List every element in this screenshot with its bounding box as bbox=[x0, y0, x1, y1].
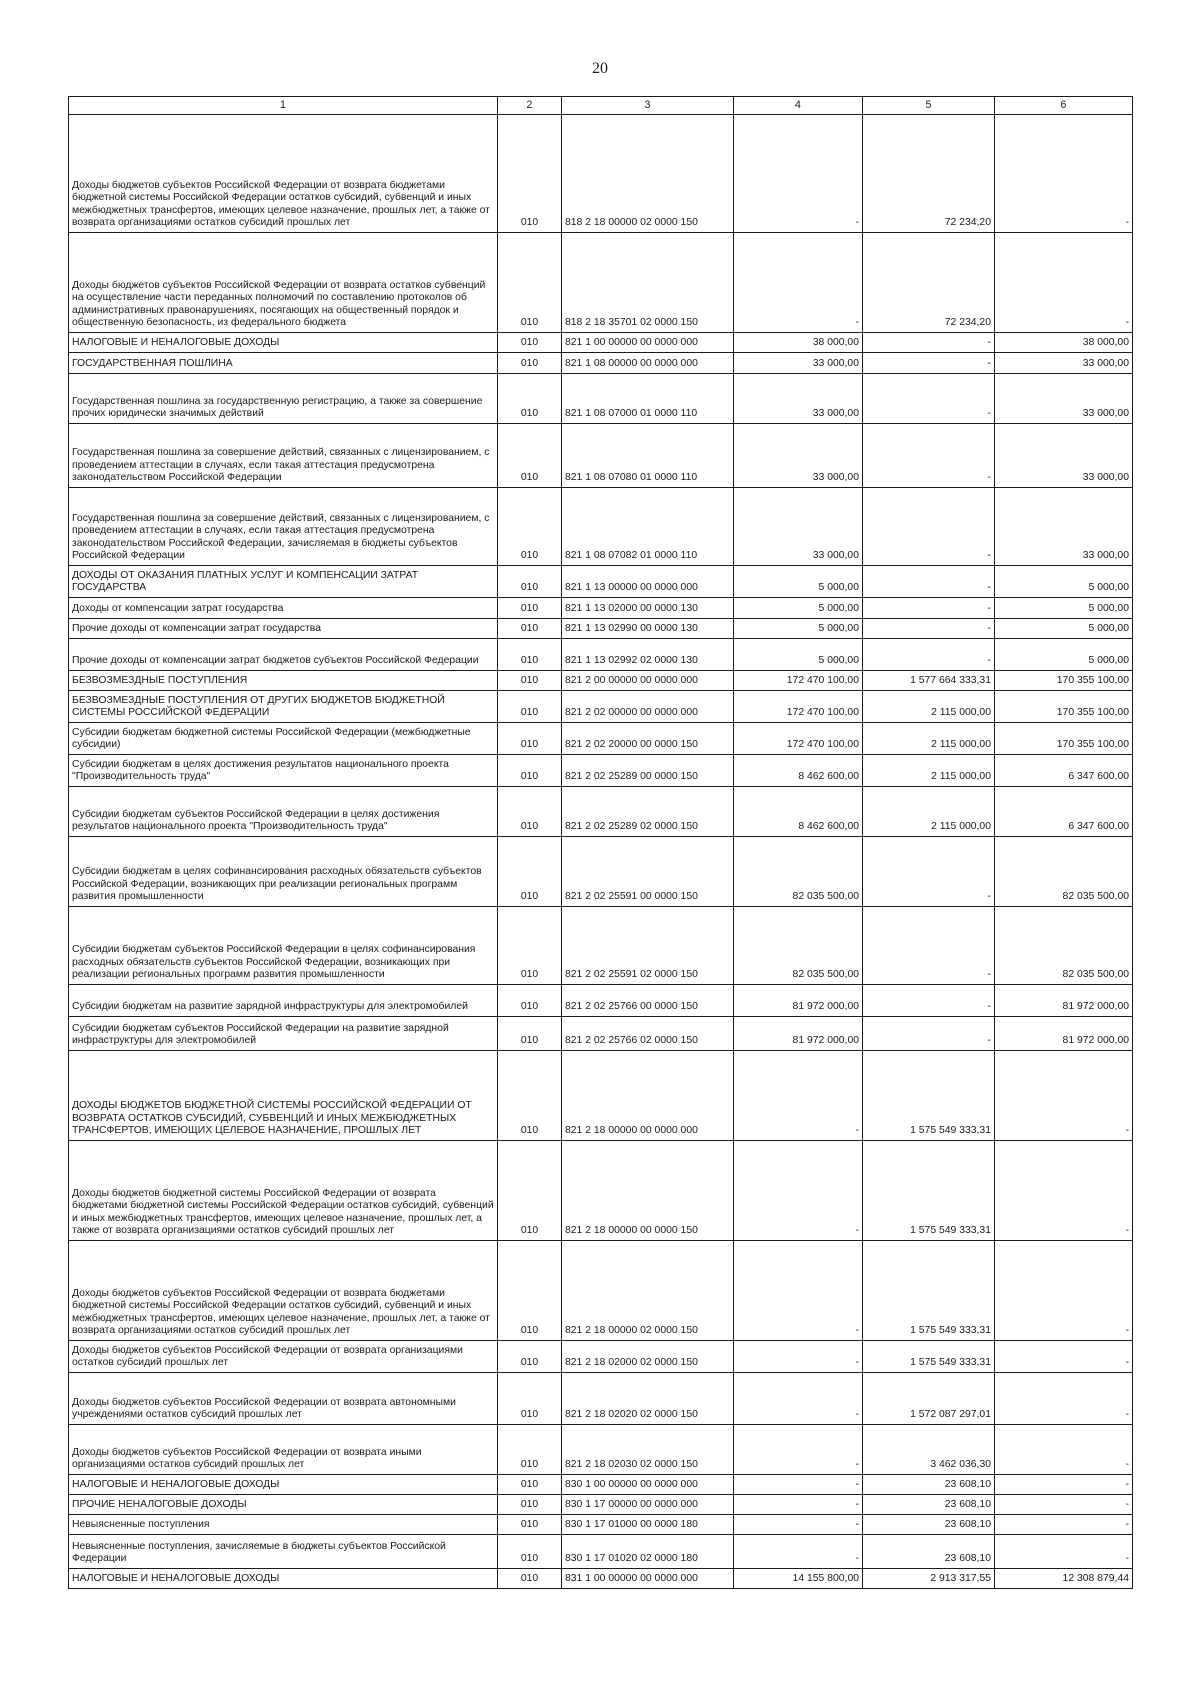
row-line-code: 010 bbox=[498, 985, 562, 1017]
table-row bbox=[69, 1051, 1133, 1141]
table-body bbox=[69, 115, 1133, 1589]
table-row bbox=[69, 755, 1133, 787]
col-header-3: 3 bbox=[562, 97, 734, 115]
table-row bbox=[69, 1535, 1133, 1569]
row-value-col6: 81 972 000,00 bbox=[995, 985, 1133, 1017]
row-value-col4: - bbox=[734, 1495, 863, 1515]
table-row bbox=[69, 837, 1133, 907]
row-value-col6: - bbox=[995, 1535, 1133, 1569]
row-name: Доходы бюджетов субъектов Российской Федерации от возврата остатков субвенций на осуществление части переданных полномочий по составлению протоколов об административных правонарушениях, посягающих на общественный порядок и общественную безопасность, из федерального бюджета bbox=[69, 233, 498, 333]
row-name: Доходы бюджетов субъектов Российской Федерации от возврата бюджетами бюджетной системы Российской Федерации остатков субсидий, субвенций и иных межбюджетных трансфертов, имеющих целевое назначение, прошлых лет, а также от возврата организациями остатков субсидий прошлых лет bbox=[69, 1241, 498, 1341]
row-value-col5: - bbox=[863, 1017, 995, 1051]
row-name: Субсидии бюджетам бюджетной системы Российской Федерации (межбюджетные субсидии) bbox=[69, 723, 498, 755]
row-value-col5: - bbox=[863, 985, 995, 1017]
row-value-col6: 38 000,00 bbox=[995, 333, 1133, 353]
row-line-code: 010 bbox=[498, 1017, 562, 1051]
col-header-2: 2 bbox=[498, 97, 562, 115]
row-value-col6: 12 308 879,44 bbox=[995, 1569, 1133, 1589]
table-row bbox=[69, 907, 1133, 985]
row-value-col6: 82 035 500,00 bbox=[995, 907, 1133, 985]
row-name: ДОХОДЫ ОТ ОКАЗАНИЯ ПЛАТНЫХ УСЛУГ И КОМПЕНСАЦИИ ЗАТРАТ ГОСУДАРСТВА bbox=[69, 566, 498, 598]
row-budget-code: 821 1 13 02992 02 0000 130 bbox=[562, 639, 734, 671]
row-value-col6: 33 000,00 bbox=[995, 374, 1133, 424]
row-line-code: 010 bbox=[498, 787, 562, 837]
row-value-col4: - bbox=[734, 1051, 863, 1141]
row-value-col6: 81 972 000,00 bbox=[995, 1017, 1133, 1051]
table-row bbox=[69, 598, 1133, 619]
table-row bbox=[69, 1341, 1133, 1373]
row-budget-code: 821 2 18 02030 02 0000 150 bbox=[562, 1425, 734, 1475]
row-value-col4: 5 000,00 bbox=[734, 598, 863, 619]
table-row bbox=[69, 1425, 1133, 1475]
row-value-col4: - bbox=[734, 1475, 863, 1495]
row-value-col4: - bbox=[734, 1515, 863, 1535]
row-name: Доходы бюджетов субъектов Российской Федерации от возврата бюджетами бюджетной системы Российской Федерации остатков субсидий, субвенций и иных межбюджетных трансфертов, имеющих целевое назначение, прошлых лет, а также от возврата организациями остатков субсидий прошлых лет bbox=[69, 115, 498, 233]
row-value-col5: 72 234,20 bbox=[863, 115, 995, 233]
row-value-col6: 5 000,00 bbox=[995, 566, 1133, 598]
table-row bbox=[69, 639, 1133, 671]
row-line-code: 010 bbox=[498, 1515, 562, 1535]
table-row bbox=[69, 985, 1133, 1017]
row-name: Субсидии бюджетам в целях достижения результатов национального проекта "Производительность труда" bbox=[69, 755, 498, 787]
row-name: Субсидии бюджетам в целях софинансирования расходных обязательств субъектов Российской Федерации, возникающих при реализации региональных программ развития промышленности bbox=[69, 837, 498, 907]
row-line-code: 010 bbox=[498, 1495, 562, 1515]
row-name: БЕЗВОЗМЕЗДНЫЕ ПОСТУПЛЕНИЯ ОТ ДРУГИХ БЮДЖЕТОВ БЮДЖЕТНОЙ СИСТЕМЫ РОССИЙСКОЙ ФЕДЕРАЦИИ bbox=[69, 691, 498, 723]
row-budget-code: 830 1 00 00000 00 0000 000 bbox=[562, 1475, 734, 1495]
row-budget-code: 830 1 17 00000 00 0000 000 bbox=[562, 1495, 734, 1515]
row-value-col4: - bbox=[734, 115, 863, 233]
row-line-code: 010 bbox=[498, 1051, 562, 1141]
row-name: Доходы от компенсации затрат государства bbox=[69, 598, 498, 619]
row-value-col6: - bbox=[995, 115, 1133, 233]
row-name: ДОХОДЫ БЮДЖЕТОВ БЮДЖЕТНОЙ СИСТЕМЫ РОССИЙСКОЙ ФЕДЕРАЦИИ ОТ ВОЗВРАТА ОСТАТКОВ СУБСИДИЙ, СУБВЕНЦИЙ И ИНЫХ МЕЖБЮДЖЕТНЫХ ТРАНСФЕРТОВ, ИМЕЮЩИХ ЦЕЛЕВОЕ НАЗНАЧЕНИЕ, ПРОШЛЫХ ЛЕТ bbox=[69, 1051, 498, 1141]
row-value-col5: 1 575 549 333,31 bbox=[863, 1141, 995, 1241]
row-line-code: 010 bbox=[498, 353, 562, 374]
row-name: БЕЗВОЗМЕЗДНЫЕ ПОСТУПЛЕНИЯ bbox=[69, 671, 498, 691]
row-value-col6: - bbox=[995, 1425, 1133, 1475]
table-row bbox=[69, 353, 1133, 374]
row-line-code: 010 bbox=[498, 424, 562, 488]
row-value-col5: - bbox=[863, 598, 995, 619]
row-line-code: 010 bbox=[498, 598, 562, 619]
row-value-col6: 5 000,00 bbox=[995, 619, 1133, 639]
row-name: Доходы бюджетов субъектов Российской Федерации от возврата организациями остатков субсидий прошлых лет bbox=[69, 1341, 498, 1373]
row-budget-code: 821 2 02 25766 02 0000 150 bbox=[562, 1017, 734, 1051]
table-row bbox=[69, 1241, 1133, 1341]
col-header-4: 4 bbox=[734, 97, 863, 115]
row-value-col4: 5 000,00 bbox=[734, 566, 863, 598]
row-value-col4: - bbox=[734, 1425, 863, 1475]
row-name: Невыясненные поступления bbox=[69, 1515, 498, 1535]
row-value-col5: - bbox=[863, 353, 995, 374]
row-budget-code: 830 1 17 01000 00 0000 180 bbox=[562, 1515, 734, 1535]
row-budget-code: 830 1 17 01020 02 0000 180 bbox=[562, 1535, 734, 1569]
row-value-col5: - bbox=[863, 488, 995, 566]
row-line-code: 010 bbox=[498, 639, 562, 671]
row-budget-code: 821 1 00 00000 00 0000 000 bbox=[562, 333, 734, 353]
row-budget-code: 821 2 02 25766 00 0000 150 bbox=[562, 985, 734, 1017]
row-budget-code: 821 1 08 00000 00 0000 000 bbox=[562, 353, 734, 374]
row-name: Субсидии бюджетам субъектов Российской Федерации в целях софинансирования расходных обязательств субъектов Российской Федерации, возникающих при реализации региональных программ развития промышленности bbox=[69, 907, 498, 985]
row-value-col6: 33 000,00 bbox=[995, 353, 1133, 374]
row-value-col5: 23 608,10 bbox=[863, 1475, 995, 1495]
row-value-col4: - bbox=[734, 1341, 863, 1373]
table-row bbox=[69, 115, 1133, 233]
row-value-col5: - bbox=[863, 639, 995, 671]
row-line-code: 010 bbox=[498, 1141, 562, 1241]
row-budget-code: 821 2 02 20000 00 0000 150 bbox=[562, 723, 734, 755]
row-value-col6: - bbox=[995, 1495, 1133, 1515]
row-budget-code: 821 2 18 00000 02 0000 150 bbox=[562, 1241, 734, 1341]
row-line-code: 010 bbox=[498, 1425, 562, 1475]
row-name: Прочие доходы от компенсации затрат бюджетов субъектов Российской Федерации bbox=[69, 639, 498, 671]
row-budget-code: 821 2 18 02000 02 0000 150 bbox=[562, 1341, 734, 1373]
row-name: ГОСУДАРСТВЕННАЯ ПОШЛИНА bbox=[69, 353, 498, 374]
row-budget-code: 821 1 08 07080 01 0000 110 bbox=[562, 424, 734, 488]
row-value-col4: - bbox=[734, 1241, 863, 1341]
row-name: Субсидии бюджетам субъектов Российской Федерации в целях достижения результатов национального проекта "Производительность труда" bbox=[69, 787, 498, 837]
row-line-code: 010 bbox=[498, 566, 562, 598]
row-value-col5: 23 608,10 bbox=[863, 1515, 995, 1535]
row-value-col6: 170 355 100,00 bbox=[995, 671, 1133, 691]
row-value-col5: 1 577 664 333,31 bbox=[863, 671, 995, 691]
table-row bbox=[69, 691, 1133, 723]
row-value-col4: 81 972 000,00 bbox=[734, 1017, 863, 1051]
row-value-col6: 170 355 100,00 bbox=[995, 723, 1133, 755]
row-value-col6: 5 000,00 bbox=[995, 639, 1133, 671]
row-value-col6: - bbox=[995, 1373, 1133, 1425]
table-row bbox=[69, 1373, 1133, 1425]
row-value-col5: - bbox=[863, 566, 995, 598]
row-line-code: 010 bbox=[498, 1535, 562, 1569]
row-budget-code: 821 2 18 00000 00 0000 000 bbox=[562, 1051, 734, 1141]
row-budget-code: 821 1 08 07082 01 0000 110 bbox=[562, 488, 734, 566]
row-value-col6: 33 000,00 bbox=[995, 488, 1133, 566]
row-value-col4: 172 470 100,00 bbox=[734, 691, 863, 723]
row-value-col4: 172 470 100,00 bbox=[734, 671, 863, 691]
row-value-col4: - bbox=[734, 1535, 863, 1569]
row-line-code: 010 bbox=[498, 374, 562, 424]
table-row bbox=[69, 488, 1133, 566]
row-budget-code: 821 1 13 02990 00 0000 130 bbox=[562, 619, 734, 639]
row-value-col5: 2 115 000,00 bbox=[863, 787, 995, 837]
row-value-col5: 2 115 000,00 bbox=[863, 723, 995, 755]
table-row bbox=[69, 1017, 1133, 1051]
row-value-col6: - bbox=[995, 1141, 1133, 1241]
row-line-code: 010 bbox=[498, 1341, 562, 1373]
row-value-col4: 33 000,00 bbox=[734, 374, 863, 424]
row-value-col4: 33 000,00 bbox=[734, 488, 863, 566]
row-value-col4: 82 035 500,00 bbox=[734, 907, 863, 985]
row-value-col6: - bbox=[995, 1341, 1133, 1373]
row-name: Доходы бюджетов субъектов Российской Федерации от возврата иными организациями остатков субсидий прошлых лет bbox=[69, 1425, 498, 1475]
row-budget-code: 821 2 02 25591 02 0000 150 bbox=[562, 907, 734, 985]
col-header-1: 1 bbox=[69, 97, 498, 115]
row-name: НАЛОГОВЫЕ И НЕНАЛОГОВЫЕ ДОХОДЫ bbox=[69, 1475, 498, 1495]
row-line-code: 010 bbox=[498, 488, 562, 566]
row-value-col6: - bbox=[995, 1515, 1133, 1535]
row-value-col5: - bbox=[863, 424, 995, 488]
row-budget-code: 818 2 18 00000 02 0000 150 bbox=[562, 115, 734, 233]
row-budget-code: 821 1 08 07000 01 0000 110 bbox=[562, 374, 734, 424]
row-name: Прочие доходы от компенсации затрат государства bbox=[69, 619, 498, 639]
row-line-code: 010 bbox=[498, 233, 562, 333]
table-row bbox=[69, 1475, 1133, 1495]
row-name: Государственная пошлина за государственную регистрацию, а также за совершение прочих юридически значимых действий bbox=[69, 374, 498, 424]
row-name: НАЛОГОВЫЕ И НЕНАЛОГОВЫЕ ДОХОДЫ bbox=[69, 1569, 498, 1589]
row-line-code: 010 bbox=[498, 333, 562, 353]
row-value-col6: 170 355 100,00 bbox=[995, 691, 1133, 723]
row-value-col6: 6 347 600,00 bbox=[995, 787, 1133, 837]
row-line-code: 010 bbox=[498, 691, 562, 723]
row-value-col4: 172 470 100,00 bbox=[734, 723, 863, 755]
row-value-col6: - bbox=[995, 1475, 1133, 1495]
row-name: Доходы бюджетов субъектов Российской Федерации от возврата автономными учреждениями остатков субсидий прошлых лет bbox=[69, 1373, 498, 1425]
row-line-code: 010 bbox=[498, 115, 562, 233]
row-value-col4: 33 000,00 bbox=[734, 353, 863, 374]
table-row bbox=[69, 424, 1133, 488]
row-value-col5: 72 234,20 bbox=[863, 233, 995, 333]
row-value-col5: 2 913 317,55 bbox=[863, 1569, 995, 1589]
row-value-col5: - bbox=[863, 837, 995, 907]
row-name: Государственная пошлина за совершение действий, связанных с лицензированием, с проведением аттестации в случаях, если такая аттестация предусмотрена законодательством Российской Федерации bbox=[69, 424, 498, 488]
row-budget-code: 821 2 02 25591 00 0000 150 bbox=[562, 837, 734, 907]
row-value-col4: 81 972 000,00 bbox=[734, 985, 863, 1017]
row-value-col5: - bbox=[863, 907, 995, 985]
table-row bbox=[69, 1515, 1133, 1535]
row-value-col5: - bbox=[863, 374, 995, 424]
row-name: Доходы бюджетов бюджетной системы Российской Федерации от возврата бюджетами бюджетной системы Российской Федерации остатков субсидий, субвенций и иных межбюджетных трансфертов, имеющих целевое назначение, прошлых лет, а также от возврата организациями остатков субсидий прошлых лет bbox=[69, 1141, 498, 1241]
table-row bbox=[69, 1569, 1133, 1589]
row-value-col6: - bbox=[995, 1051, 1133, 1141]
row-value-col5: 1 575 549 333,31 bbox=[863, 1241, 995, 1341]
row-value-col5: - bbox=[863, 333, 995, 353]
table-row bbox=[69, 233, 1133, 333]
row-line-code: 010 bbox=[498, 1373, 562, 1425]
table-row bbox=[69, 333, 1133, 353]
row-name: Невыясненные поступления, зачисляемые в бюджеты субъектов Российской Федерации bbox=[69, 1535, 498, 1569]
row-budget-code: 831 1 00 00000 00 0000 000 bbox=[562, 1569, 734, 1589]
row-value-col4: 8 462 600,00 bbox=[734, 755, 863, 787]
row-value-col4: 14 155 800,00 bbox=[734, 1569, 863, 1589]
row-value-col6: 6 347 600,00 bbox=[995, 755, 1133, 787]
table-row bbox=[69, 566, 1133, 598]
table-row bbox=[69, 374, 1133, 424]
row-name: ПРОЧИЕ НЕНАЛОГОВЫЕ ДОХОДЫ bbox=[69, 1495, 498, 1515]
row-budget-code: 821 2 00 00000 00 0000 000 bbox=[562, 671, 734, 691]
row-value-col4: 8 462 600,00 bbox=[734, 787, 863, 837]
row-value-col6: 82 035 500,00 bbox=[995, 837, 1133, 907]
row-budget-code: 821 1 13 00000 00 0000 000 bbox=[562, 566, 734, 598]
row-budget-code: 821 2 18 00000 00 0000 150 bbox=[562, 1141, 734, 1241]
row-line-code: 010 bbox=[498, 1569, 562, 1589]
row-value-col6: - bbox=[995, 233, 1133, 333]
row-value-col4: - bbox=[734, 1141, 863, 1241]
col-header-6: 6 bbox=[995, 97, 1133, 115]
row-value-col5: 1 575 549 333,31 bbox=[863, 1051, 995, 1141]
row-budget-code: 821 2 18 02020 02 0000 150 bbox=[562, 1373, 734, 1425]
row-value-col4: 33 000,00 bbox=[734, 424, 863, 488]
row-name: НАЛОГОВЫЕ И НЕНАЛОГОВЫЕ ДОХОДЫ bbox=[69, 333, 498, 353]
row-value-col5: 3 462 036,30 bbox=[863, 1425, 995, 1475]
row-value-col4: 5 000,00 bbox=[734, 639, 863, 671]
page-number: 20 bbox=[592, 60, 608, 77]
table-row bbox=[69, 671, 1133, 691]
row-budget-code: 821 2 02 25289 02 0000 150 bbox=[562, 787, 734, 837]
table-row bbox=[69, 723, 1133, 755]
revenue-table bbox=[68, 96, 1133, 1589]
row-value-col6: 33 000,00 bbox=[995, 424, 1133, 488]
table-row bbox=[69, 1141, 1133, 1241]
row-line-code: 010 bbox=[498, 755, 562, 787]
row-value-col5: 1 575 549 333,31 bbox=[863, 1341, 995, 1373]
row-value-col4: - bbox=[734, 1373, 863, 1425]
row-value-col5: 2 115 000,00 bbox=[863, 755, 995, 787]
column-number-row bbox=[69, 97, 1133, 115]
row-line-code: 010 bbox=[498, 907, 562, 985]
row-name: Субсидии бюджетам на развитие зарядной инфраструктуры для электромобилей bbox=[69, 985, 498, 1017]
row-budget-code: 821 2 02 25289 00 0000 150 bbox=[562, 755, 734, 787]
row-value-col6: 5 000,00 bbox=[995, 598, 1133, 619]
table-row bbox=[69, 787, 1133, 837]
row-value-col4: 38 000,00 bbox=[734, 333, 863, 353]
row-name: Государственная пошлина за совершение действий, связанных с лицензированием, с проведением аттестации в случаях, если такая аттестация предусмотрена законодательством Российской Федерации, зачисляемая в бюджеты субъектов Российской Федерации bbox=[69, 488, 498, 566]
row-line-code: 010 bbox=[498, 1475, 562, 1495]
row-budget-code: 818 2 18 35701 02 0000 150 bbox=[562, 233, 734, 333]
row-budget-code: 821 1 13 02000 00 0000 130 bbox=[562, 598, 734, 619]
row-value-col5: - bbox=[863, 619, 995, 639]
row-value-col5: 1 572 087 297,01 bbox=[863, 1373, 995, 1425]
row-value-col5: 2 115 000,00 bbox=[863, 691, 995, 723]
row-budget-code: 821 2 02 00000 00 0000 000 bbox=[562, 691, 734, 723]
row-line-code: 010 bbox=[498, 671, 562, 691]
row-line-code: 010 bbox=[498, 723, 562, 755]
row-value-col4: 5 000,00 bbox=[734, 619, 863, 639]
row-value-col6: - bbox=[995, 1241, 1133, 1341]
row-value-col4: - bbox=[734, 233, 863, 333]
table-row bbox=[69, 1495, 1133, 1515]
row-line-code: 010 bbox=[498, 1241, 562, 1341]
row-value-col4: 82 035 500,00 bbox=[734, 837, 863, 907]
row-name: Субсидии бюджетам субъектов Российской Федерации на развитие зарядной инфраструктуры для электромобилей bbox=[69, 1017, 498, 1051]
table-row bbox=[69, 619, 1133, 639]
row-line-code: 010 bbox=[498, 837, 562, 907]
col-header-5: 5 bbox=[863, 97, 995, 115]
row-line-code: 010 bbox=[498, 619, 562, 639]
row-value-col5: 23 608,10 bbox=[863, 1495, 995, 1515]
row-value-col5: 23 608,10 bbox=[863, 1535, 995, 1569]
